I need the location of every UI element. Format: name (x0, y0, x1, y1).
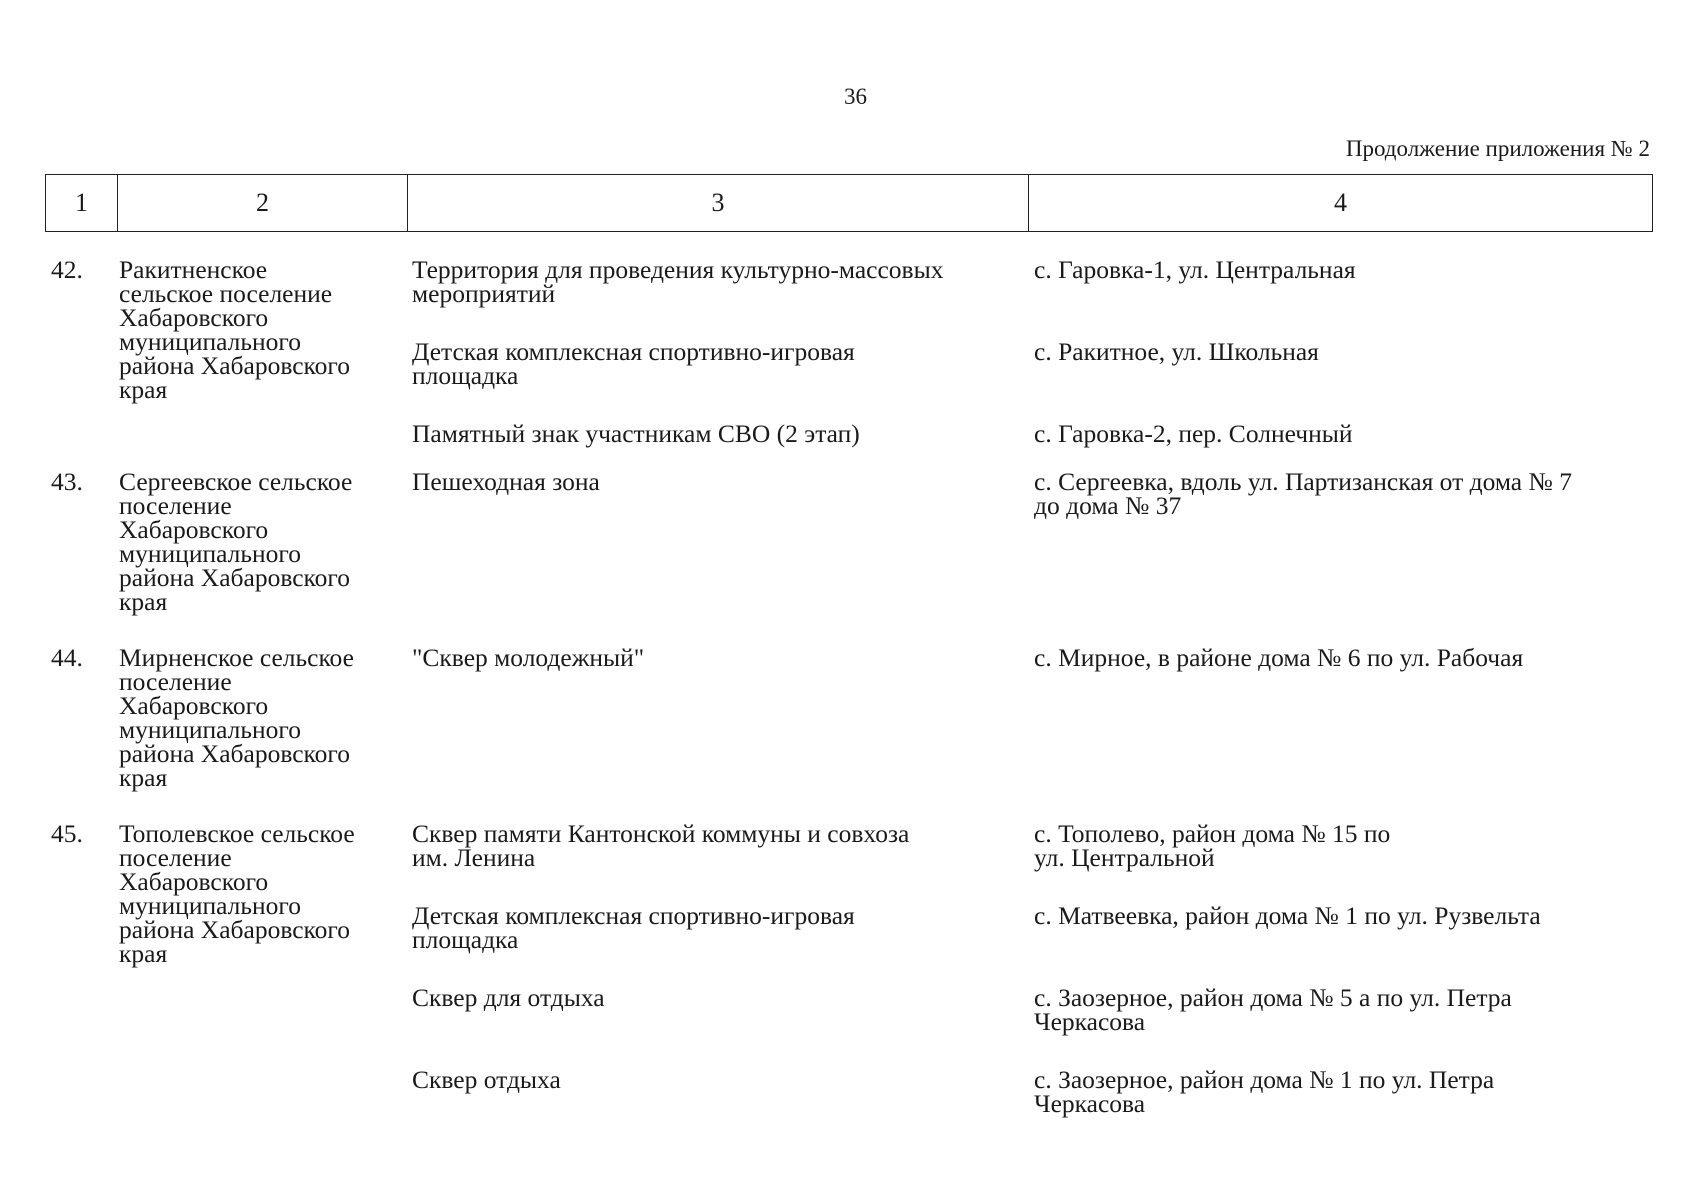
row-items (407, 467, 1657, 614)
table-row (45, 819, 1657, 1118)
object-name: Пешеходная зона (412, 467, 600, 496)
object-name: Детская комплексная спортивно-игровая площадка (412, 901, 855, 954)
list-item (407, 467, 1657, 520)
object-address: с. Мирное, в районе дома № 6 по ул. Рабочая (1034, 643, 1524, 672)
list-item (407, 1065, 1657, 1118)
row-number: 42. (51, 255, 83, 284)
table-row (45, 643, 1657, 792)
object-name: Территория для проведения культурно-массовых мероприятий (412, 255, 944, 308)
table-body (45, 255, 1657, 1118)
object-name: Сквер отдыха (412, 1065, 561, 1094)
object-address: с. Сергеевка, вдоль ул. Партизанская от дома № 7 до дома № 37 (1034, 467, 1572, 520)
object-address: с. Заозерное, район дома № 5 а по ул. Петра Черкасова (1034, 983, 1512, 1036)
list-item (407, 983, 1657, 1068)
header-col-2: 2 (118, 175, 408, 231)
object-address: с. Гаровка-1, ул. Центральная (1034, 255, 1356, 284)
list-item (407, 255, 1657, 340)
header-col-4: 4 (1334, 188, 1347, 217)
table-row (45, 467, 1657, 616)
header-col-1: 1 (46, 175, 118, 231)
row-items (407, 255, 1657, 448)
object-name: "Сквер молодежный" (412, 643, 645, 672)
list-item (407, 643, 1657, 672)
row-number: 44. (51, 643, 83, 672)
settlement-name: Мирненское сельское поселение Хабаровского муниципального района Хабаровского края (119, 643, 354, 792)
header-col-3: 3 (408, 175, 1029, 231)
object-address: с. Гаровка-2, пер. Солнечный (1034, 419, 1353, 448)
table-header-row (45, 174, 1653, 232)
object-name: Детская комплексная спортивно-игровая площадка (412, 337, 855, 390)
list-item (407, 901, 1657, 986)
object-name: Сквер памяти Кантонской коммуны и совхоза им. Ленина (412, 819, 910, 872)
object-address: с. Заозерное, район дома № 1 по ул. Петра Черкасова (1034, 1065, 1495, 1118)
appendix-continuation-label: Продолжение приложения № 2 (1345, 136, 1650, 161)
list-item (407, 337, 1657, 422)
object-name: Памятный знак участникам СВО (2 этап) (412, 419, 860, 448)
settlement-name: Тополевское сельское поселение Хабаровского муниципального района Хабаровского края (119, 819, 355, 968)
row-items (407, 819, 1657, 1118)
object-address: с. Тополево, район дома № 15 по ул. Центральной (1034, 819, 1391, 872)
settlement-name: Сергеевское сельское поселение Хабаровского муниципального района Хабаровского края (119, 467, 353, 616)
settlement-name: Ракитненское сельское поселение Хабаровского муниципального района Хабаровского края (119, 255, 350, 404)
list-item (407, 819, 1657, 904)
row-items (407, 643, 1657, 790)
row-number: 43. (51, 467, 83, 496)
object-address: с. Матвеевка, район дома № 1 по ул. Рузвельта (1034, 901, 1541, 930)
row-number: 45. (51, 819, 83, 848)
object-name: Сквер для отдыха (412, 983, 605, 1012)
list-item (407, 419, 1657, 448)
object-address: с. Ракитное, ул. Школьная (1034, 337, 1319, 366)
page-number: 36 (844, 84, 867, 109)
table-row (45, 255, 1657, 448)
